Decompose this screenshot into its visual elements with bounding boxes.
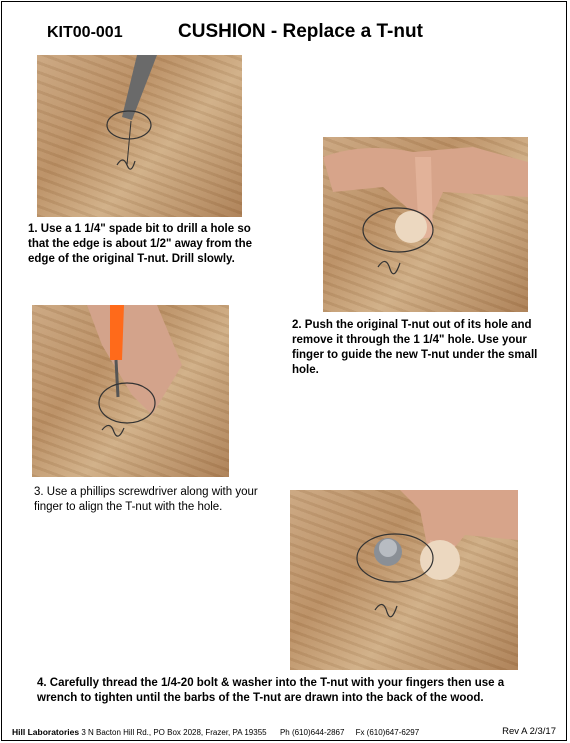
- photo-finger-tnut: [323, 137, 528, 312]
- footer-fax: Fx (610)647-6297: [355, 728, 420, 737]
- footer-address: 3 N Bacton Hill Rd., PO Box 2028, Frazer, PA 19355: [81, 728, 267, 737]
- step-2-text: 2. Push the original T-nut out of its hole and remove it through the 1 1/4" hole. Use your finger to guide the new T-nut under the small hole.: [292, 319, 538, 376]
- step-3-text: 3. Use a phillips screwdriver along with your finger to align the T-nut with the hole.: [34, 486, 258, 513]
- photo-screwdriver: [32, 305, 229, 477]
- photo-bolt-washer: [290, 490, 518, 670]
- page-title: CUSHION - Replace a T-nut: [178, 21, 423, 42]
- footer-company: Hill Laboratories: [12, 727, 80, 737]
- step-1-text: 1. Use a 1 1/4" spade bit to drill a hole so that the edge is about 1/2" away from the edge of the original T-nut. Drill slowly.: [28, 223, 252, 265]
- revision: Rev A 2/3/17: [502, 726, 556, 737]
- footer-phone: Ph (610)644-2867: [279, 728, 345, 737]
- footer-contact: [12, 727, 419, 737]
- step-4-text: 4. Carefully thread the 1/4-20 bolt & washer into the T-nut with your fingers then use a wrench to tighten until the barbs of the T-nut are drawn into the back of the wood.: [37, 677, 505, 704]
- photo-spade-bit: [37, 55, 242, 217]
- kit-number: KIT00-001: [47, 24, 123, 41]
